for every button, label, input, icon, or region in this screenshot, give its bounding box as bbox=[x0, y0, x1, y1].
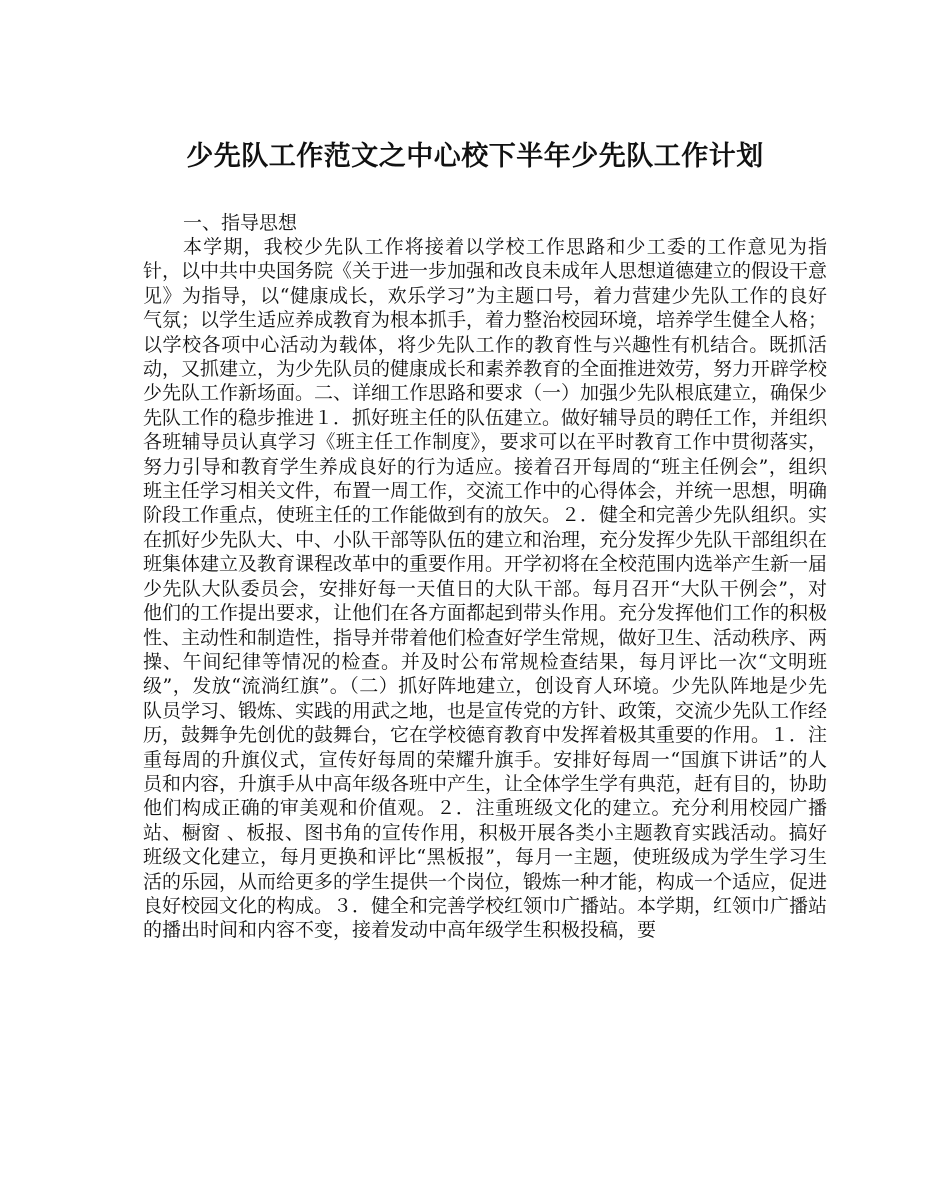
section-heading: 一、指导思想 bbox=[183, 212, 298, 234]
document-body bbox=[143, 211, 827, 943]
document-title: 少先队工作范文之中心校下半年少先队工作计划 bbox=[186, 141, 764, 172]
body-paragraph: 本学期，我校少先队工作将接着以学校工作思路和少工委的工作意见为指针，以中共中央国务院《关于进一步加强和改良未成年人思想道德建立的假设干意见》为指导，以“健康成长，欢乐学习”为主题口号，着力营建少先队工作的良好气氛；以学生适应养成教育为根本抓手，着力整治校园环境，培养学生健全人格；以学校各项中心活动为载体，将少先队工作的教育性与兴趣性有机结合。既抓活动，又抓建立，为少先队员的健康成长和素养教育的全面推进效劳，努力开辟学校少先队工作新场面。二、详细工作思路和要求（一）加强少先队根底建立，确保少先队工作的稳步推进１．抓好班主任的队伍建立。做好辅导员的聘任工作，并组织各班辅导员认真学习《班主任工作制度》，要求可以在平时教育工作中贯彻落实，努力引导和教育学生养成良好的行为适应。接着召开每周的“班主任例会”，组织班主任学习相关文件，布置一周工作，交流工作中的心得体会，并统一思想，明确阶段工作重点，使班主任的工作能做到有的放矢。２．健全和完善少先队组织。实在抓好少先队大、中、小队干部等队伍的建立和治理，充分发挥少先队干部组织在班集体建立及教育课程改革中的重要作用。开学初将在全校范围内选举产生新一届少先队大队委员会，安排好每一天值日的大队干部。每月召开“大队干例会”，对他们的工作提出要求，让他们在各方面都起到带头作用。充分发挥他们工作的积极性、主动性和制造性，指导并带着他们检查好学生常规，做好卫生、活动秩序、两操、午间纪律等情况的检查。并及时公布常规检查结果，每月评比一次“文明班级”，发放“流淌红旗”。（二）抓好阵地建立，创设育人环境。少先队阵地是少先队员学习、锻炼、实践的用武之地，也是宣传党的方针、政策，交流少先队工作经历，鼓舞争先创优的鼓舞台，它在学校德育教育中发挥着极其重要的作用。１．注重每周的升旗仪式，宣传好每周的荣耀升旗手。安排好每周一“国旗下讲话”的人员和内容，升旗手从中高年级各班中产生，让全体学生学有典范，赶有目的，协助他们构成正确的审美观和价值观。２．注重班级文化的建立。充分利用校园广播站、橱窗 、板报、图书角的宣传作用，积极开展各类小主题教育实践活动。搞好班级文化建立，每月更换和评比“黑板报”，每月一主题，使班级成为学生学习生活的乐园，从而给更多的学生提供一个岗位，锻炼一种才能，构成一个适应，促进良好校园文化的构成。３．健全和完善学校红领巾广播站。本学期，红领巾广播站的播出时间和内容不变，接着发动中高年级学生积极投稿，要 bbox=[143, 236, 828, 942]
